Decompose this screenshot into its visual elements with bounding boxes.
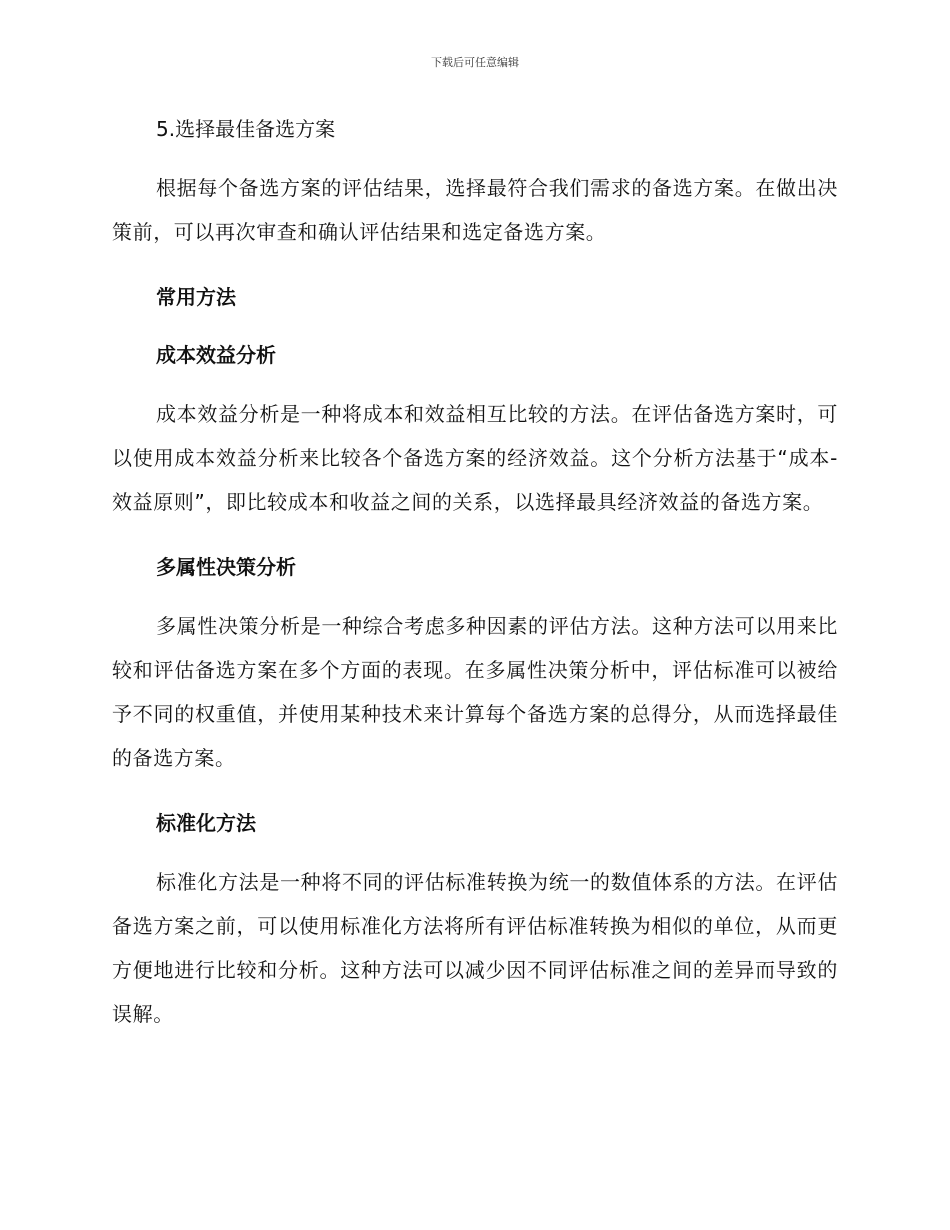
- standardization-paragraph: 标准化方法是一种将不同的评估标准转换为统一的数值体系的方法。在评估备选方案之前，可以使用标准化方法将所有评估标准转换为相似的单位，从而更方便地进行比较和分析。这种方法可以减少因不同评估标准之间的差异而导致的误解。: [112, 870, 838, 1026]
- step-5-title: 5.选择最佳备选方案: [156, 117, 336, 141]
- multi-attribute-paragraph: 多属性决策分析是一种综合考虑多种因素的评估方法。这种方法可以用来比较和评估备选方案在多个方面的表现。在多属性决策分析中，评估标准可以被给予不同的权重值，并使用某种技术来计算每个备选方案的总得分，从而选择最佳的备选方案。: [112, 614, 838, 770]
- multi-attribute-heading: 多属性决策分析: [156, 555, 296, 579]
- document-body: [112, 114, 838, 1064]
- standardization-heading: 标准化方法: [156, 811, 256, 835]
- common-methods-heading: 常用方法: [156, 285, 236, 309]
- page-header: 下载后可任意编辑: [431, 56, 519, 69]
- cost-benefit-heading: 成本效益分析: [156, 343, 276, 367]
- cost-benefit-paragraph: 成本效益分析是一种将成本和效益相互比较的方法。在评估备选方案时，可以使用成本效益分析来比较各个备选方案的经济效益。这个分析方法基于“成本-效益原则”，即比较成本和收益之间的关系，以选择最具经济效益的备选方案。: [112, 402, 838, 514]
- step-5-paragraph: 根据每个备选方案的评估结果，选择最符合我们需求的备选方案。在做出决策前，可以再次审查和确认评估结果和选定备选方案。: [112, 176, 838, 244]
